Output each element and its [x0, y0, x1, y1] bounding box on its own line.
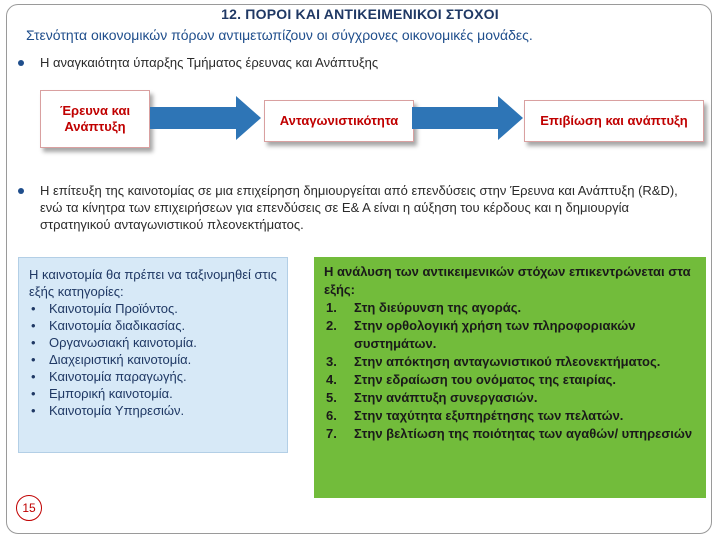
flow-box-survival-label: Επιβίωση και ανάπτυξη [540, 113, 688, 128]
objectives-heading: Η ανάλυση των αντικειμενικών στόχων επικεντρώνεται στα εξής: [324, 264, 691, 297]
list-number: 5. [326, 390, 337, 405]
page-number-badge: 15 [16, 495, 42, 521]
objectives-list [324, 299, 696, 443]
list-item: • Καινοτομία Υπηρεσιών. [29, 402, 277, 419]
innovation-heading: Η καινοτομία θα πρέπει να ταξινομηθεί στις εξής κατηγορίες: [29, 267, 277, 299]
list-item: • Διαχειριστική καινοτομία. [29, 351, 277, 368]
bullet-innovation-rnd-text: Η επίτευξη της καινοτομίας σε μια επιχείρηση δημιουργείται από επενδύσεις στην Έρευνα και Ανάπτυξη (R&D), ενώ τα κίνητρα των επιχειρήσεων για επενδύσεις σε Ε& Α είναι η αύξηση του κέρδους και η δημιουργία στρατηγικού ανταγωνιστικού πλεονεκτήματος. [40, 183, 678, 232]
list-text: Στην εδραίωση του ονόματος της εταιρίας. [354, 372, 617, 387]
bullet-rnd-need [18, 54, 618, 71]
list-item [324, 425, 696, 443]
slide-subtitle: Στενότητα οικονομικών πόρων αντιμετωπίζουν οι σύγχρονες οικονομικές μονάδες. [26, 27, 533, 43]
bullet-innovation-rnd [18, 182, 698, 233]
list-item [324, 353, 696, 371]
slide-title: 12. ΠΟΡΟΙ ΚΑΙ ΑΝΤΙΚΕΙΜΕΝΙΚΟΙ ΣΤΟΧΟΙ [221, 6, 499, 22]
list-text: Στην ορθολογική χρήση των πληροφοριακών συστημάτων. [354, 318, 636, 351]
bullet-rnd-need-text: Η αναγκαιότητα ύπαρξης Τμήματος έρευνας και Ανάπτυξης [40, 55, 379, 70]
objectives-panel [314, 257, 706, 498]
list-item [324, 299, 696, 317]
list-item: • Καινοτομία διαδικασίας. [29, 317, 277, 334]
innovation-list [29, 300, 277, 419]
list-item [324, 371, 696, 389]
list-item [324, 407, 696, 425]
list-item [324, 317, 696, 353]
arrow-right-icon [412, 96, 523, 140]
flow-box-rnd-label: Έρευνα και Ανάπτυξη [59, 103, 131, 134]
flow-box-competitiveness [264, 100, 414, 142]
list-text: Στην βελτίωση της ποιότητας των αγαθών/ υπηρεσιών [354, 426, 693, 441]
list-number: 4. [326, 372, 337, 387]
list-number: 1. [326, 300, 337, 315]
bullet-dot-icon [18, 60, 24, 66]
arrow-right-icon [150, 96, 261, 140]
flow-box-rnd [40, 90, 150, 148]
list-text: Στην απόκτηση ανταγωνιστικού πλεονεκτήματος. [354, 354, 661, 369]
list-number: 2. [326, 318, 337, 333]
list-number: 7. [326, 426, 337, 441]
list-text: Στην ταχύτητα εξυπηρέτησης των πελατών. [354, 408, 624, 423]
flow-arrow-2 [412, 96, 524, 140]
list-text: Στη διεύρυνση της αγοράς. [354, 300, 522, 315]
list-number: 6. [326, 408, 337, 423]
list-item: • Καινοτομία παραγωγής. [29, 368, 277, 385]
list-number: 3. [326, 354, 337, 369]
list-item: • Οργανωσιακή καινοτομία. [29, 334, 277, 351]
list-item: • Εμπορική καινοτομία. [29, 385, 277, 402]
flow-box-competitiveness-label: Ανταγωνιστικότητα [279, 113, 399, 128]
bullet-dot-icon [18, 188, 24, 194]
flow-box-survival [524, 100, 704, 142]
list-item [324, 389, 696, 407]
list-item: • Καινοτομία Προϊόντος. [29, 300, 277, 317]
flow-arrow-1 [150, 96, 262, 140]
list-text: Στην ανάπτυξη συνεργασιών. [354, 390, 538, 405]
innovation-categories-panel [18, 257, 288, 453]
